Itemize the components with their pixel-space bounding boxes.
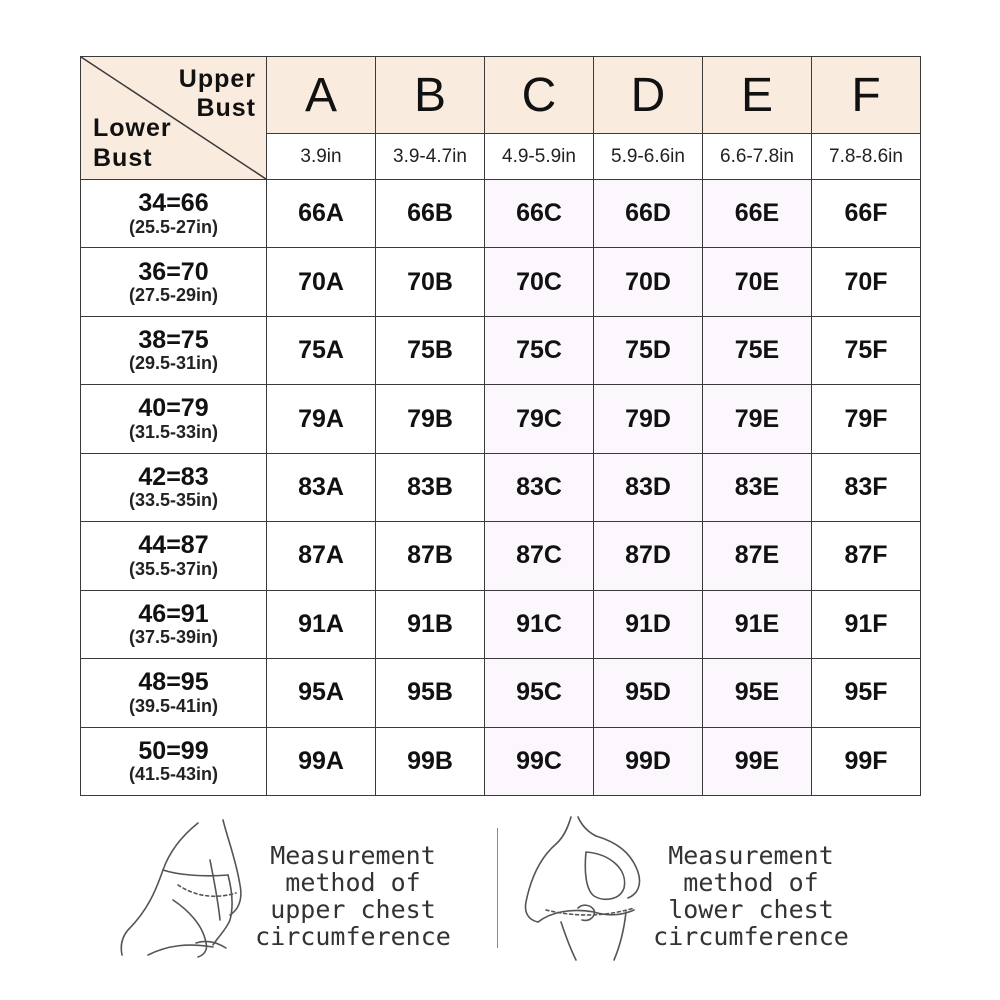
size-cell: 66A (267, 180, 376, 248)
size-cell: 91B (376, 590, 485, 658)
size-cell: 95F (812, 659, 921, 727)
band-size: 38=75 (138, 325, 209, 354)
section-divider (497, 828, 498, 948)
table-row (81, 453, 921, 521)
table-row (81, 248, 921, 316)
size-cell: 75E (703, 316, 812, 384)
upper-caption-line4: circumference (255, 922, 451, 951)
band-inches: (25.5-27in) (128, 216, 219, 237)
size-cell: 70D (594, 248, 703, 316)
size-cell: 66D (594, 180, 703, 248)
band-size: 40=79 (138, 394, 209, 423)
band-size-cell (81, 590, 267, 658)
size-cell: 66C (485, 180, 594, 248)
size-cell: 70B (376, 248, 485, 316)
table-row (81, 522, 921, 590)
size-cell: 66B (376, 180, 485, 248)
band-size-cell (81, 727, 267, 796)
cup-letter-c: C (485, 57, 594, 134)
band-size: 44=87 (138, 531, 209, 560)
corner-header-cell (81, 57, 267, 180)
size-cell: 91D (594, 590, 703, 658)
band-size-cell (81, 180, 267, 248)
size-cell: 75B (376, 316, 485, 384)
band-size: 34=66 (138, 189, 209, 218)
size-cell: 99E (703, 727, 812, 796)
table-row (81, 659, 921, 727)
band-size-cell (81, 522, 267, 590)
size-cell: 99F (812, 727, 921, 796)
cup-range-a: 3.9in (267, 134, 376, 180)
band-inches: (37.5-39in) (128, 627, 219, 648)
size-cell: 79D (594, 385, 703, 453)
size-cell: 79B (376, 385, 485, 453)
band-size-cell (81, 659, 267, 727)
size-cell: 75C (485, 316, 594, 384)
size-cell: 99B (376, 727, 485, 796)
table-row (81, 180, 921, 248)
size-cell: 91C (485, 590, 594, 658)
size-cell: 75A (267, 316, 376, 384)
size-cell: 79F (812, 385, 921, 453)
band-inches: (29.5-31in) (128, 353, 219, 374)
lower-caption-line2: method of (683, 868, 819, 897)
size-cell: 83C (485, 453, 594, 521)
band-size: 50=99 (138, 736, 209, 765)
size-cell: 79C (485, 385, 594, 453)
table-row (81, 727, 921, 796)
cup-range-d: 5.9-6.6in (594, 134, 703, 180)
size-cell: 83E (703, 453, 812, 521)
size-cell: 70C (485, 248, 594, 316)
cup-range-b: 3.9-4.7in (376, 134, 485, 180)
upper-caption-line1: Measurement (270, 841, 436, 870)
size-cell: 83D (594, 453, 703, 521)
size-cell: 99C (485, 727, 594, 796)
lower-bust-label-line2: Bust (93, 144, 153, 172)
cup-letter-b: B (376, 57, 485, 134)
cup-letter-a: A (267, 57, 376, 134)
size-cell: 87B (376, 522, 485, 590)
upper-caption-line3: upper chest (270, 895, 436, 924)
size-cell: 99D (594, 727, 703, 796)
band-size: 42=83 (138, 462, 209, 491)
size-cell: 79A (267, 385, 376, 453)
band-size: 46=91 (138, 599, 209, 628)
upper-chest-measuring-figure-icon (118, 815, 258, 960)
size-cell: 91F (812, 590, 921, 658)
band-inches: (27.5-29in) (128, 285, 219, 305)
bra-size-chart (80, 56, 921, 796)
lower-chest-measuring-figure-icon (516, 812, 661, 962)
band-size-cell (81, 316, 267, 384)
size-cell: 70E (703, 248, 812, 316)
size-cell: 95B (376, 659, 485, 727)
band-size: 36=70 (138, 257, 209, 286)
size-cell: 75F (812, 316, 921, 384)
size-cell: 95C (485, 659, 594, 727)
size-cell: 87A (267, 522, 376, 590)
cup-range-c: 4.9-5.9in (485, 134, 594, 180)
size-cell: 70F (812, 248, 921, 316)
size-cell: 70A (267, 248, 376, 316)
lower-bust-label-line1: Lower (93, 114, 172, 142)
size-cell: 87C (485, 522, 594, 590)
lower-caption-line3: lower chest (668, 895, 834, 924)
cup-letter-row (81, 57, 921, 134)
band-size-cell (81, 453, 267, 521)
upper-caption-line2: method of (285, 868, 421, 897)
lower-caption-line1: Measurement (668, 841, 834, 870)
size-cell: 83B (376, 453, 485, 521)
band-size-cell (81, 385, 267, 453)
size-cell: 87E (703, 522, 812, 590)
size-cell: 87F (812, 522, 921, 590)
table-row (81, 385, 921, 453)
size-cell: 99A (267, 727, 376, 796)
band-inches: (41.5-43in) (128, 764, 219, 785)
size-cell: 83A (267, 453, 376, 521)
cup-range-e: 6.6-7.8in (703, 134, 812, 180)
cup-letter-f: F (812, 57, 921, 134)
band-inches: (35.5-37in) (128, 558, 219, 579)
band-inches: (33.5-35in) (128, 490, 219, 511)
size-cell: 95E (703, 659, 812, 727)
size-cell: 66F (812, 180, 921, 248)
upper-bust-label-line1: Upper (178, 65, 256, 93)
size-cell: 91E (703, 590, 812, 658)
size-cell: 66E (703, 180, 812, 248)
cup-letter-e: E (703, 57, 812, 134)
table-row (81, 316, 921, 384)
upper-bust-label (179, 65, 256, 123)
lower-measurement-caption (646, 842, 856, 950)
band-size-cell (81, 248, 267, 316)
size-cell: 79E (703, 385, 812, 453)
upper-measurement-caption (248, 842, 458, 950)
band-size: 48=95 (138, 668, 209, 697)
band-inches: (31.5-33in) (128, 421, 219, 442)
table-row (81, 590, 921, 658)
cup-range-f: 7.8-8.6in (812, 134, 921, 180)
lower-bust-label (93, 113, 172, 173)
size-cell: 91A (267, 590, 376, 658)
size-cell: 83F (812, 453, 921, 521)
lower-caption-line4: circumference (653, 922, 849, 951)
size-cell: 95D (594, 659, 703, 727)
size-cell: 75D (594, 316, 703, 384)
size-cell: 87D (594, 522, 703, 590)
band-inches: (39.5-41in) (128, 695, 219, 716)
cup-letter-d: D (594, 57, 703, 134)
upper-bust-label-line2: Bust (196, 94, 256, 122)
size-cell: 95A (267, 659, 376, 727)
